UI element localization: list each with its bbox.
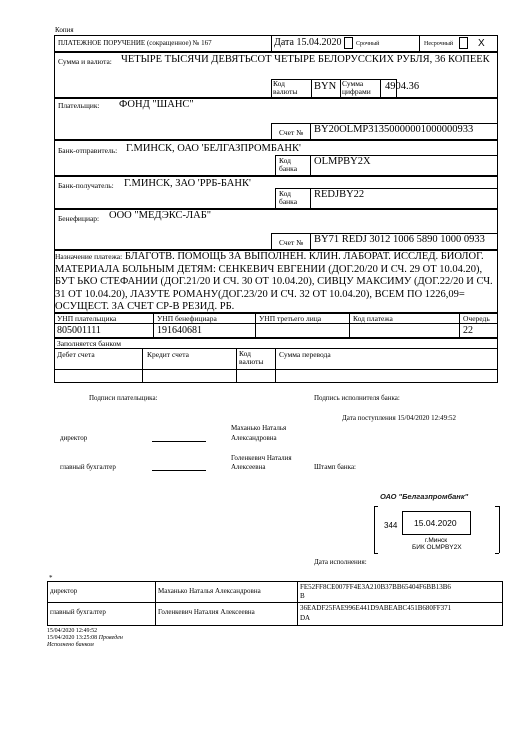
director-name-line2: Александровна	[231, 434, 277, 442]
esign-name: Маханько Наталья Александровна	[158, 587, 261, 595]
bank-stamp	[374, 490, 500, 554]
receiver-bank-label: Банк-получатель:	[58, 181, 114, 190]
copy-label: Копия	[55, 26, 74, 34]
bank-currency-code-label: Код валюты	[239, 349, 264, 366]
footer-executed: Исполнено банком	[47, 642, 94, 648]
esign-hash: FE52FF8CE007FF4E3A210B37BB65404F6BB13B6	[300, 583, 451, 591]
esign-hash-tail: B	[300, 592, 305, 600]
receiver-bank-code: REDJBY22	[314, 189, 365, 200]
nonurgent-label: Несрочный	[424, 41, 454, 47]
bank-stamp-label: Штамп банка:	[314, 463, 356, 471]
esign-hash-tail: DA	[300, 614, 311, 622]
payer-name: ФОНД "ШАНС"	[119, 99, 194, 110]
accountant-name-line2: Алексеевна	[231, 463, 266, 471]
payer-account-label: Счет №	[279, 128, 304, 137]
receipt-date: Дата поступления 15/04/2020 12:49:52	[342, 414, 457, 422]
execution-date-label: Дата исполнения:	[314, 558, 367, 566]
stamp-bank-name: ОАО "Белгазпромбанк"	[380, 492, 469, 501]
stamp-city: г.Минск	[425, 537, 448, 544]
date-label: Дата 15.04.2020	[274, 37, 342, 48]
purpose-label: Назначение платежа:	[55, 252, 123, 261]
document-date: 15.04.2020	[296, 37, 342, 48]
purpose-text: БЛАГОТВ. ПОМОЩЬ ЗА ВЫПОЛНЕН. КЛИН. ЛАБОРАТ. ИССЛЕД. БИОЛОГ. МАТЕРИАЛА БОЛЬНЫМ ДЕТЯМ: СЕНКЕВИЧ ЕВГЕНИИ (ДОГ.20/20 И СЧ. 29 ОТ 10.04.20), БУТ ЬКО СТЕФАНИИ (ДОГ.21/20 И СЧ. 30 ОТ 10.04.20), СИВЦУ МАКСИМУ (ДОГ.22/20 И СЧ. 31 ОТ 10.04.20), ЛАЗУТЕ РОМАНУ(ДОГ.23/20 И СЧ. 32 ОТ 10.04.20), ВСЕМ ПО 1226,09= ОСУЩЕСТ. ЗА СЧЕТ СР-В РЕЗИД. РБ.	[55, 251, 493, 313]
unp-payer-label: УНП плательщика	[57, 314, 117, 323]
document-title: ПЛАТЕЖНОЕ ПОРУЧЕНИЕ (сокращенное) № 167	[58, 39, 212, 47]
payment-purpose	[55, 251, 497, 314]
currency-code-label: Код валюты	[273, 79, 298, 96]
esign-role: главный бухгалтер	[50, 608, 106, 616]
stamp-bic: БИК OLMPBY2X	[412, 544, 462, 551]
beneficiary-account-label: Счет №	[279, 238, 304, 247]
unp-third-party-label: УНП третьего лица	[259, 314, 322, 323]
nonurgent-checkbox	[459, 37, 468, 49]
transfer-amount-label: Сумма перевода	[279, 350, 331, 359]
sender-bank-code-label: Код банка	[279, 156, 298, 173]
payer-account: BY20OLMP31350000001000000933	[314, 124, 474, 135]
accountant-name-line1: Голенкевич Наталия	[231, 454, 292, 462]
receiver-bank-code-label: Код банка	[279, 189, 298, 206]
debit-account-label: Дебет счета	[57, 350, 95, 359]
currency-value: BYN	[314, 81, 337, 92]
nonurgent-mark: X	[478, 38, 485, 49]
payer-signatures-label: Подписи плательщика:	[89, 394, 158, 402]
urgent-label: Срочный	[356, 41, 380, 47]
accountant-label: главный бухгалтер	[60, 463, 116, 471]
urgent-checkbox	[344, 37, 353, 49]
bank-signature-label: Подпись исполнителя банка:	[314, 394, 400, 402]
receiver-bank-name: Г.МИНСК, ЗАО 'РРБ-БАНК'	[124, 178, 251, 189]
director-name-line1: Маханько Наталья	[231, 424, 287, 432]
esign-hash: 36EADF25FAE996E441D9ABEABC451B680FF371	[300, 604, 452, 612]
payer-label: Плательщик:	[58, 101, 100, 110]
esign-marker: *	[49, 574, 53, 582]
queue-value: 22	[463, 325, 473, 336]
amount-words: ЧЕТЫРЕ ТЫСЯЧИ ДЕВЯТЬСОТ ЧЕТЫРЕ БЕЛОРУССКИХ РУБЛЯ, 36 КОПЕЕК	[121, 54, 490, 65]
stamp-date: 15.04.2020	[414, 518, 457, 528]
footer-timestamp-2: 15/04/2020 13:25:08 Проведен	[47, 635, 123, 641]
sender-bank-name: Г.МИНСК, ОАО 'БЕЛГАЗПРОМБАНК'	[126, 143, 301, 154]
director-label: директор	[60, 434, 88, 442]
queue-label: Очередь	[463, 314, 490, 323]
beneficiary-account: BY71 REDJ 3012 1006 5890 1000 0933	[314, 234, 485, 245]
sender-bank-code: OLMPBY2X	[314, 156, 371, 167]
bank-filled-label: Заполняется банком	[57, 339, 121, 348]
esign-role: директор	[50, 587, 78, 595]
footer-timestamp-1: 15/04/2020 12:49:52	[47, 628, 98, 634]
unp-beneficiary-label: УНП бенефициара	[157, 314, 217, 323]
amount-digits-label: Сумма цифрами	[342, 79, 371, 96]
beneficiary-name: ООО "МЕДЭКС-ЛАБ"	[109, 210, 212, 221]
stamp-number: 344	[384, 521, 398, 530]
esign-name: Голенкевич Наталия Алексеевна	[158, 608, 255, 616]
payment-code-label: Код платежа	[353, 314, 393, 323]
unp-payer: 805001111	[57, 325, 101, 336]
credit-account-label: Кредит счета	[147, 350, 189, 359]
amount-label: Сумма и валюта:	[58, 57, 112, 66]
unp-beneficiary: 191640681	[157, 325, 202, 336]
sender-bank-label: Банк-отправитель:	[58, 146, 118, 155]
beneficiary-label: Бенефициар:	[58, 214, 100, 223]
amount-digits: 4904.36	[385, 81, 420, 92]
footer-status: Проведен	[98, 635, 123, 641]
